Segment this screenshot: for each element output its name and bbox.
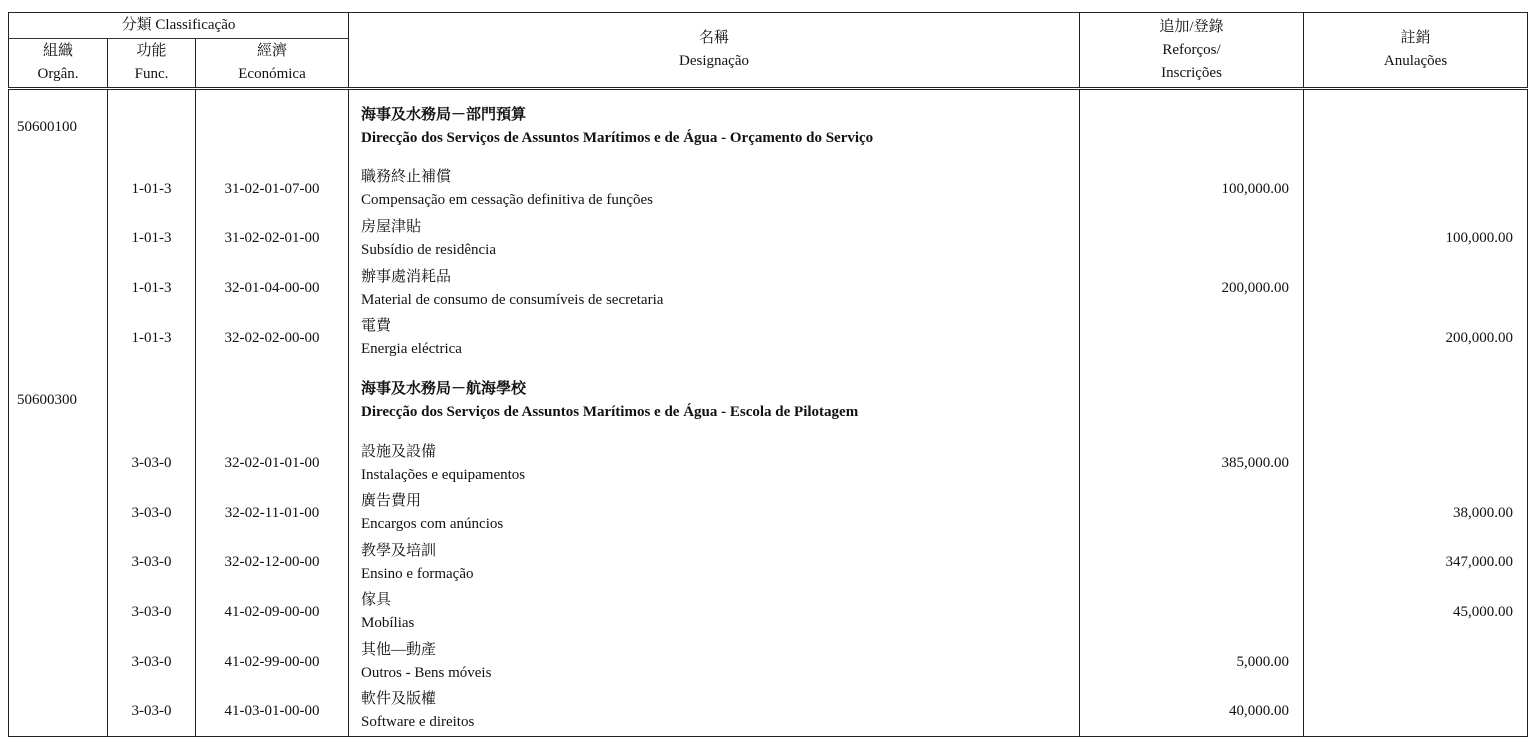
annulment-amount [1304,165,1528,215]
item-designation [349,214,1080,264]
designation-pt: Material de consumo de consumíveis de secretaria [361,291,664,308]
function-code: 3-03-0 [108,439,196,489]
function-code: 3-03-0 [108,489,196,539]
organ-code-empty [9,165,108,215]
annulment-amount: 45,000.00 [1304,588,1528,638]
reinforcement-header-pt1: Reforços/ [1162,41,1221,58]
annulment-amount: 347,000.00 [1304,538,1528,588]
item-designation [349,489,1080,539]
function-code-empty [108,363,196,439]
annulment-amount-empty [1304,89,1528,165]
budget-rows [9,89,1528,737]
annulment-amount-empty [1304,363,1528,439]
function-code: 1-01-3 [108,214,196,264]
reinforcement-amount: 100,000.00 [1080,165,1304,215]
organ-header-zh: 組織 [42,43,73,59]
reinforcement-amount [1080,538,1304,588]
organ-code-empty [9,687,108,737]
function-code-empty [108,89,196,165]
table-row [9,489,1528,539]
designation-pt: Direcção dos Serviços de Assuntos Marítimos e de Água - Escola de Pilotagem [361,403,859,420]
reinforcement-header-pt2: Inscrições [1161,64,1222,81]
table-row [9,538,1528,588]
table-row [9,313,1528,363]
designation-zh: 設施及設備 [361,443,437,460]
reinforcement-amount [1080,489,1304,539]
table-row [9,439,1528,489]
designation-pt: Compensação em cessação definitiva de funções [361,192,653,209]
reinforcement-amount [1080,214,1304,264]
table-row [9,165,1528,215]
economic-code: 41-03-01-00-00 [196,687,349,737]
organ-header [9,39,108,89]
reinforcement-amount: 40,000.00 [1080,687,1304,737]
economic-code-empty [196,363,349,439]
economic-code: 31-02-01-07-00 [196,165,349,215]
designation-zh: 海事及水務局－航海學校 [361,380,527,397]
reinforcement-amount [1080,588,1304,638]
economic-header-pt: Económica [238,66,306,82]
designation-header-pt: Designação [679,53,749,69]
designation-header [349,13,1080,89]
designation-pt: Mobílias [361,615,415,632]
designation-pt: Software e direitos [361,714,475,731]
classification-header: 分類 Classificação [9,13,349,39]
table-row [9,264,1528,314]
reinforcement-amount-empty [1080,363,1304,439]
annulment-amount: 38,000.00 [1304,489,1528,539]
organ-code-empty [9,439,108,489]
item-designation [349,313,1080,363]
function-code: 3-03-0 [108,687,196,737]
designation-zh: 廣告費用 [361,493,422,510]
annulment-amount [1304,264,1528,314]
function-header [108,39,196,89]
economic-code: 32-02-11-01-00 [196,489,349,539]
designation-pt: Encargos com anúncios [361,516,504,533]
economic-code: 41-02-09-00-00 [196,588,349,638]
annulment-amount [1304,637,1528,687]
item-designation [349,588,1080,638]
designation-pt: Direcção dos Serviços de Assuntos Marítimos e de Água - Orçamento do Serviço [361,130,874,147]
item-designation [349,637,1080,687]
function-header-pt: Func. [134,66,169,82]
organ-code-empty [9,264,108,314]
function-code: 3-03-0 [108,637,196,687]
designation-zh: 教學及培訓 [361,542,437,559]
annulment-amount [1304,687,1528,737]
item-designation [349,538,1080,588]
economic-code: 32-02-12-00-00 [196,538,349,588]
designation-pt: Outros - Bens móveis [361,665,492,681]
item-designation [349,165,1080,215]
economic-code: 32-02-02-00-00 [196,313,349,363]
organ-code-empty [9,588,108,638]
designation-zh: 房屋津貼 [361,218,422,235]
annulment-header-zh: 註銷 [1400,30,1431,46]
item-designation [349,264,1080,314]
item-designation [349,687,1080,737]
annulment-amount: 100,000.00 [1304,214,1528,264]
function-code: 3-03-0 [108,538,196,588]
reinforcement-header [1080,13,1304,89]
section-row [9,363,1528,439]
table-row [9,588,1528,638]
designation-pt: Ensino e formação [361,565,474,582]
organ-code-empty [9,489,108,539]
section-row [9,89,1528,165]
economic-header-zh: 經濟 [257,43,288,59]
designation-zh: 海事及水務局－部門預算 [361,107,527,124]
designation-pt: Energia eléctrica [361,341,462,358]
reinforcement-amount-empty [1080,89,1304,165]
economic-code: 32-01-04-00-00 [196,264,349,314]
annulment-amount [1304,439,1528,489]
economic-code: 31-02-02-01-00 [196,214,349,264]
designation-pt: Subsídio de residência [361,241,496,258]
function-code: 1-01-3 [108,313,196,363]
function-code: 3-03-0 [108,588,196,638]
section-designation [349,89,1080,165]
economic-code: 41-02-99-00-00 [196,637,349,687]
function-header-zh: 功能 [136,43,167,59]
designation-pt: Instalações e equipamentos [361,466,526,483]
annulment-header [1304,13,1528,89]
designation-zh: 職務終止補償 [361,169,452,186]
budget-table [8,12,1528,737]
function-code: 1-01-3 [108,165,196,215]
designation-zh: 軟件及版權 [361,691,437,708]
economic-code-empty [196,89,349,165]
organ-code-empty [9,214,108,264]
organ-code-empty [9,313,108,363]
function-code: 1-01-3 [108,264,196,314]
organ-header-pt: Orgân. [37,66,79,82]
reinforcement-header-zh: 追加/登錄 [1159,18,1224,35]
designation-zh: 辦事處消耗品 [361,268,452,285]
item-designation [349,439,1080,489]
annulment-amount: 200,000.00 [1304,313,1528,363]
section-designation [349,363,1080,439]
annulment-header-pt: Anulações [1383,53,1448,69]
designation-zh: 其他—動產 [361,642,437,658]
designation-header-zh: 名稱 [699,30,730,46]
organ-code-empty [9,637,108,687]
organ-code: 50600100 [9,89,108,165]
economic-header [196,39,349,89]
designation-zh: 電費 [361,318,392,335]
reinforcement-amount: 5,000.00 [1080,637,1304,687]
economic-code: 32-02-01-01-00 [196,439,349,489]
table-row [9,637,1528,687]
designation-zh: 傢具 [361,592,392,609]
reinforcement-amount [1080,313,1304,363]
organ-code-empty [9,538,108,588]
organ-code: 50600300 [9,363,108,439]
table-row [9,687,1528,737]
reinforcement-amount: 385,000.00 [1080,439,1304,489]
table-row [9,214,1528,264]
reinforcement-amount: 200,000.00 [1080,264,1304,314]
